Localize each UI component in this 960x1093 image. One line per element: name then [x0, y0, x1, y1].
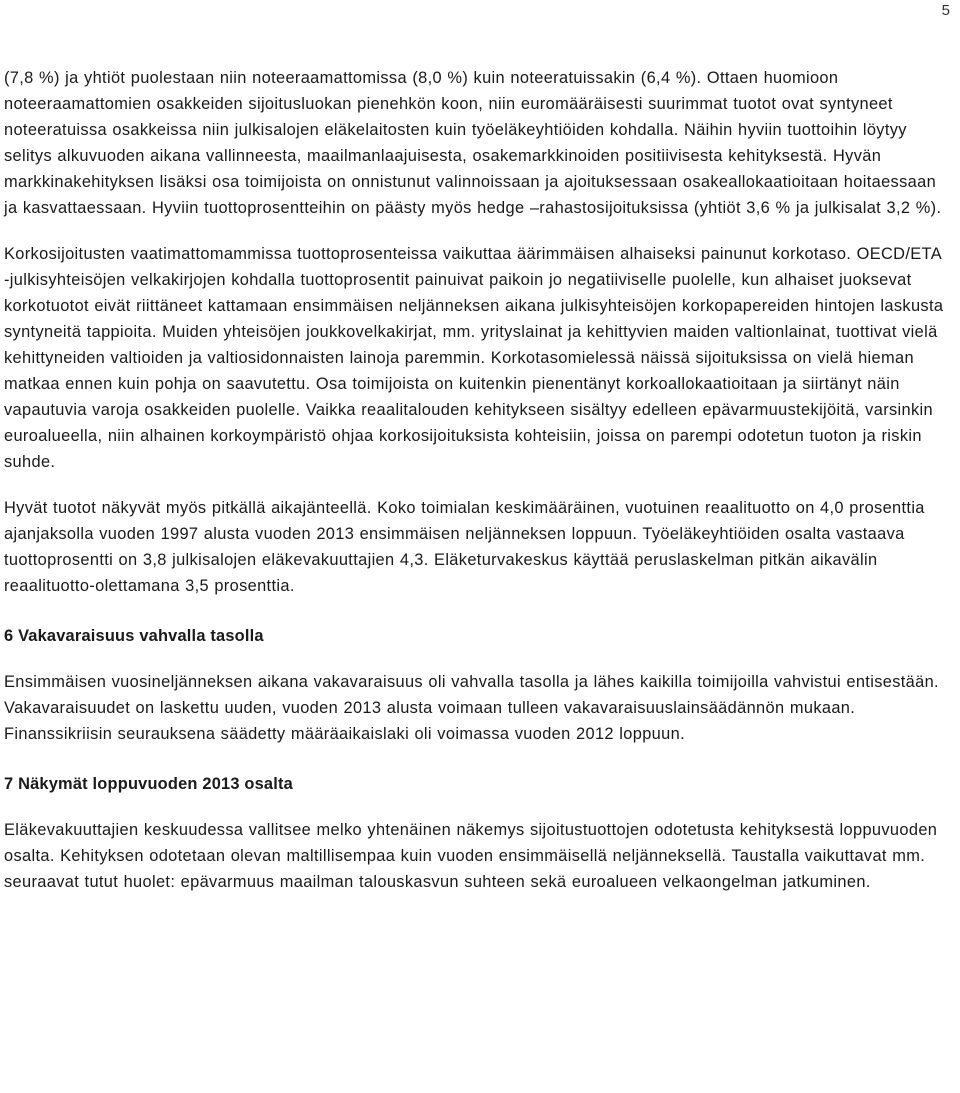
body-paragraph: Korkosijoitusten vaatimattomammissa tuottoprosenteissa vaikuttaa äärimmäisen alhaiseksi painunut korkotaso. OECD/ETA -julkisyhteisöjen velkakirjojen kohdalla tuottoprosentit painuivat paikoin jo negatiiviselle puolelle, kun alhaiset juoksevat korkotuotot eivät riittäneet kattamaan ensimmäisen neljänneksen aikana julkisyhteisöjen korkopapereiden hintojen laskusta syntyneitä tappioita. Muiden yhteisöjen joukkovelkakirjat, mm. yrityslainat ja kehittyvien maiden valtionlainat, tuottivat vielä kehittyneiden valtioiden ja valtiosidonnaisten lainoja paremmin. Korkotasomielessä näissä sijoituksissa on vielä hieman matkaa ennen kuin pohja on saavutettu. Osa toimijoista on kuitenkin pienentänyt korkoallokaatioitaan ja siirtänyt näin vapautuvia varoja osakkeiden puolelle. Vaikka reaalitalouden kehitykseen sisältyy edelleen epävarmuustekijöitä, varsinkin euroalueella, niin alhainen korkoympäristö ohjaa korkosijoituksista kohteisiin, joissa on parempi odotetun tuoton ja riskin suhde. — [4, 245, 944, 471]
body-paragraph: Ensimmäisen vuosineljänneksen aikana vakavaraisuus oli vahvalla tasolla ja lähes kaikilla toimijoilla vahvistui entisestään. Vakavaraisuudet on laskettu uuden, vuoden 2013 alusta voimaan tulleen vakavaraisuuslainsäädännön mukaan. Finanssikriisin seurauksena säädetty määräaikaislaki oli voimassa vuoden 2012 loppuun. — [4, 673, 939, 743]
body-paragraph: Hyvät tuotot näkyvät myös pitkällä aikajänteellä. Koko toimialan keskimääräinen, vuotuinen reaalituotto on 4,0 prosenttia ajanjaksolla vuoden 1997 alusta vuoden 2013 ensimmäisen neljänneksen loppuun. Työeläkeyhtiöiden osalta vastaava tuottoprosentti on 3,8 julkisalojen eläkevakuuttajien 4,3. Eläketurvakeskus käyttää peruslaskelman pitkän aikavälin reaalituotto-olettamana 3,5 prosenttia. — [4, 499, 925, 595]
body-paragraph: (7,8 %) ja yhtiöt puolestaan niin noteeraamattomissa (8,0 %) kuin noteeratuissakin (6,4 %). Ottaen huomioon noteeraamattomien osakkeiden sijoitusluokan pienehkön koon, niin euromääräisesti suurimmat tuotot ovat syntyneet noteeratuissa osakkeissa niin julkisalojen eläkelaitosten kuin työeläkeyhtiöiden kohdalla. Näihin hyviin tuottoihin löytyy selitys alkuvuoden aikana vallinneesta, maailmanlaajuisesta, osakemarkkinoiden positiivisesta kehityksestä. Hyvän markkinakehityksen lisäksi osa toimijoista on onnistunut valinnoissaan ja ajoituksessaan osakeallokaatioitaan hoitaessaan ja kasvattaessaan. Hyviin tuottoprosentteihin on päästy myös hedge –rahastosijoituksissa (yhtiöt 3,6 % ja julkisalat 3,2 %). — [4, 69, 942, 217]
section-heading: 7 Näkymät loppuvuoden 2013 osalta — [4, 775, 293, 793]
section-heading: 6 Vakavaraisuus vahvalla tasolla — [4, 627, 264, 645]
document-body — [4, 65, 952, 895]
body-paragraph: Eläkevakuuttajien keskuudessa vallitsee melko yhtenäinen näkemys sijoitustuottojen odotetusta kehityksestä loppuvuoden osalta. Kehityksen odotetaan olevan maltillisempaa kuin vuoden ensimmäisellä neljänneksellä. Taustalla vaikuttavat mm. seuraavat tutut huolet: epävarmuus maailman talouskasvun suhteen sekä euroalueen velkaongelman jatkuminen. — [4, 821, 938, 891]
page-number: 5 — [941, 2, 950, 19]
